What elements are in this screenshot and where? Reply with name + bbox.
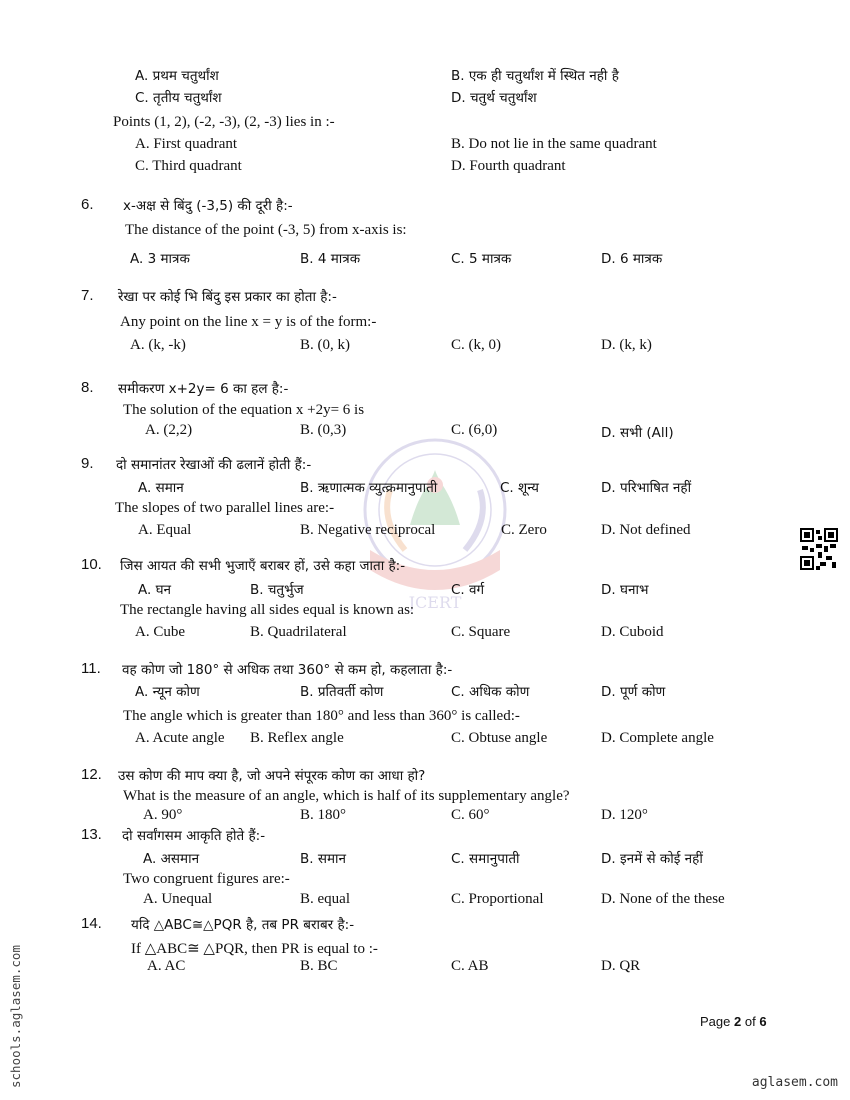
option-b-hi: B. एक ही चतुर्थांश में स्थित नही है [451, 68, 619, 84]
option-b: B. (0,3) [300, 422, 347, 438]
option-a-hi: A. प्रथम चतुर्थांश [135, 68, 219, 84]
question-text-en: The angle which is greater than 180° and less than 360° is called:- [123, 708, 520, 724]
option-c-en: C. Square [451, 624, 511, 640]
option-b: B. (0, k) [300, 337, 350, 353]
question-number: 13. [81, 826, 102, 843]
option-a-en: A. First quadrant [135, 136, 238, 152]
option-a: A. 90° [143, 807, 183, 823]
option-d-en: D. Complete angle [601, 730, 714, 746]
question-text-en: The solution of the equation x +2y= 6 is [123, 402, 365, 418]
question-number: 10. [81, 556, 102, 573]
option-a-en: A. Unequal [143, 891, 213, 907]
question-number: 9. [81, 455, 94, 472]
site-url: aglasem.com [751, 1075, 838, 1090]
option-c: C. AB [451, 958, 489, 974]
option-b-en: B. Do not lie in the same quadrant [451, 136, 657, 152]
option-b-hi: B. समान [300, 851, 347, 867]
option-b-en: B. Quadrilateral [250, 624, 347, 640]
option-d: D. (k, k) [601, 337, 652, 353]
page-total: 6 [759, 1014, 767, 1029]
option-a-hi: A. घन [138, 582, 172, 598]
option-d: D. 6 मात्रक [601, 251, 663, 267]
option-c-en: C. Zero [501, 522, 547, 538]
option-c-hi: C. अधिक कोण [451, 684, 530, 700]
option-c-hi: C. शून्य [500, 480, 540, 496]
option-c-en: C. Proportional [451, 891, 544, 907]
option-c-hi: C. तृतीय चतुर्थांश [135, 90, 222, 106]
option-c-en: C. Obtuse angle [451, 730, 548, 746]
option-b: B. 180° [300, 807, 347, 823]
option-d: D. QR [601, 958, 641, 974]
option-a-hi: A. असमान [143, 851, 200, 867]
question-number: 6. [81, 196, 94, 213]
option-d-hi: D. इनमें से कोई नहीं [601, 851, 703, 867]
question-text-hi: जिस आयत की सभी भुजाएँ बराबर हों, उसे कहा जाता है:- [120, 558, 406, 574]
option-c-hi: C. वर्ग [451, 582, 485, 598]
watermark-text: JCERT [408, 593, 462, 612]
option-a-hi: A. न्यून कोण [135, 684, 200, 700]
qr-code-icon [800, 528, 838, 570]
question-text-hi: उस कोण की माप क्या है, जो अपने संपूरक कोण का आधा हो? [118, 768, 426, 784]
option-b-hi: B. चतुर्भुज [250, 582, 304, 598]
page-current: 2 [734, 1014, 742, 1029]
question-text-hi: दो सर्वांगसम आकृति होते हैं:- [122, 828, 266, 844]
question-text-hi: यदि △ABC≅△PQR है, तब PR बराबर है:- [131, 917, 355, 933]
option-b: B. BC [300, 958, 338, 974]
question-text-hi: दो समानांतर रेखाओं की ढलानें होती हैं:- [116, 457, 312, 473]
question-text-hi: समीकरण x+2y= 6 का हल है:- [118, 381, 289, 397]
option-d-hi: D. चतुर्थ चतुर्थांश [451, 90, 537, 106]
option-b-en: B. Reflex angle [250, 730, 344, 746]
option-b: B. 4 मात्रक [300, 251, 361, 267]
option-a-en: A. Acute angle [135, 730, 225, 746]
option-d-hi: D. पूर्ण कोण [601, 684, 666, 700]
option-d-en: D. Fourth quadrant [451, 158, 566, 174]
option-d: D. सभी (All) [601, 425, 674, 441]
page-of: of [744, 1014, 756, 1029]
question-number: 12. [81, 766, 102, 783]
question-text-en: The rectangle having all sides equal is known as: [120, 602, 415, 618]
option-c-hi: C. समानुपाती [451, 851, 520, 867]
option-d: D. 120° [601, 807, 648, 823]
option-d-en: D. None of the these [601, 891, 725, 907]
option-b-hi: B. ऋणात्मक व्युत्क्रमानुपाती [300, 480, 438, 496]
question-text-en: What is the measure of an angle, which is half of its supplementary angle? [123, 788, 570, 804]
option-c: C. (6,0) [451, 422, 498, 438]
option-d-hi: D. परिभाषित नहीं [601, 480, 692, 496]
question-text-hi: वह कोण जो 180° से अधिक तथा 360° से कम हो, कहलाता है:- [122, 662, 453, 678]
option-c: C. 5 मात्रक [451, 251, 512, 267]
option-b-hi: B. प्रतिवर्ती कोण [300, 684, 384, 700]
option-a-hi: A. समान [138, 480, 184, 496]
side-url: schools.aglasem.com [8, 945, 23, 1088]
option-a-en: A. Cube [135, 624, 185, 640]
page-label: Page [700, 1014, 731, 1029]
option-d-en: D. Cuboid [601, 624, 664, 640]
option-a: A. (2,2) [145, 422, 193, 438]
option-b-en: B. equal [300, 891, 350, 907]
question-text-hi: x-अक्ष से बिंदु (-3,5) की दूरी है:- [123, 198, 293, 214]
option-d-hi: D. घनाभ [601, 582, 649, 598]
question-text-en: Points (1, 2), (-2, -3), (2, -3) lies in :- [113, 114, 335, 130]
option-c-en: C. Third quadrant [135, 158, 242, 174]
question-number: 7. [81, 287, 94, 304]
option-b-en: B. Negative reciprocal [300, 522, 436, 538]
question-text-en: Any point on the line x = y is of the form:- [120, 314, 377, 330]
question-text-hi: रेखा पर कोई भि बिंदु इस प्रकार का होता है:- [118, 289, 337, 305]
question-text-en: The slopes of two parallel lines are:- [115, 500, 335, 516]
page-number [700, 1014, 767, 1029]
option-c: C. (k, 0) [451, 337, 501, 353]
option-a: A. 3 मात्रक [130, 251, 190, 267]
option-a: A. (k, -k) [130, 337, 186, 353]
question-text-en: Two congruent figures are:- [123, 871, 290, 887]
option-a-en: A. Equal [138, 522, 192, 538]
question-text-en: If △ABC≅ △PQR, then PR is equal to :- [131, 941, 378, 957]
question-number: 11. [81, 660, 101, 677]
option-d-en: D. Not defined [601, 522, 691, 538]
question-text-en: The distance of the point (-3, 5) from x-axis is: [125, 222, 407, 238]
question-number: 8. [81, 379, 94, 396]
option-c: C. 60° [451, 807, 490, 823]
question-number: 14. [81, 915, 102, 932]
option-a: A. AC [147, 958, 186, 974]
